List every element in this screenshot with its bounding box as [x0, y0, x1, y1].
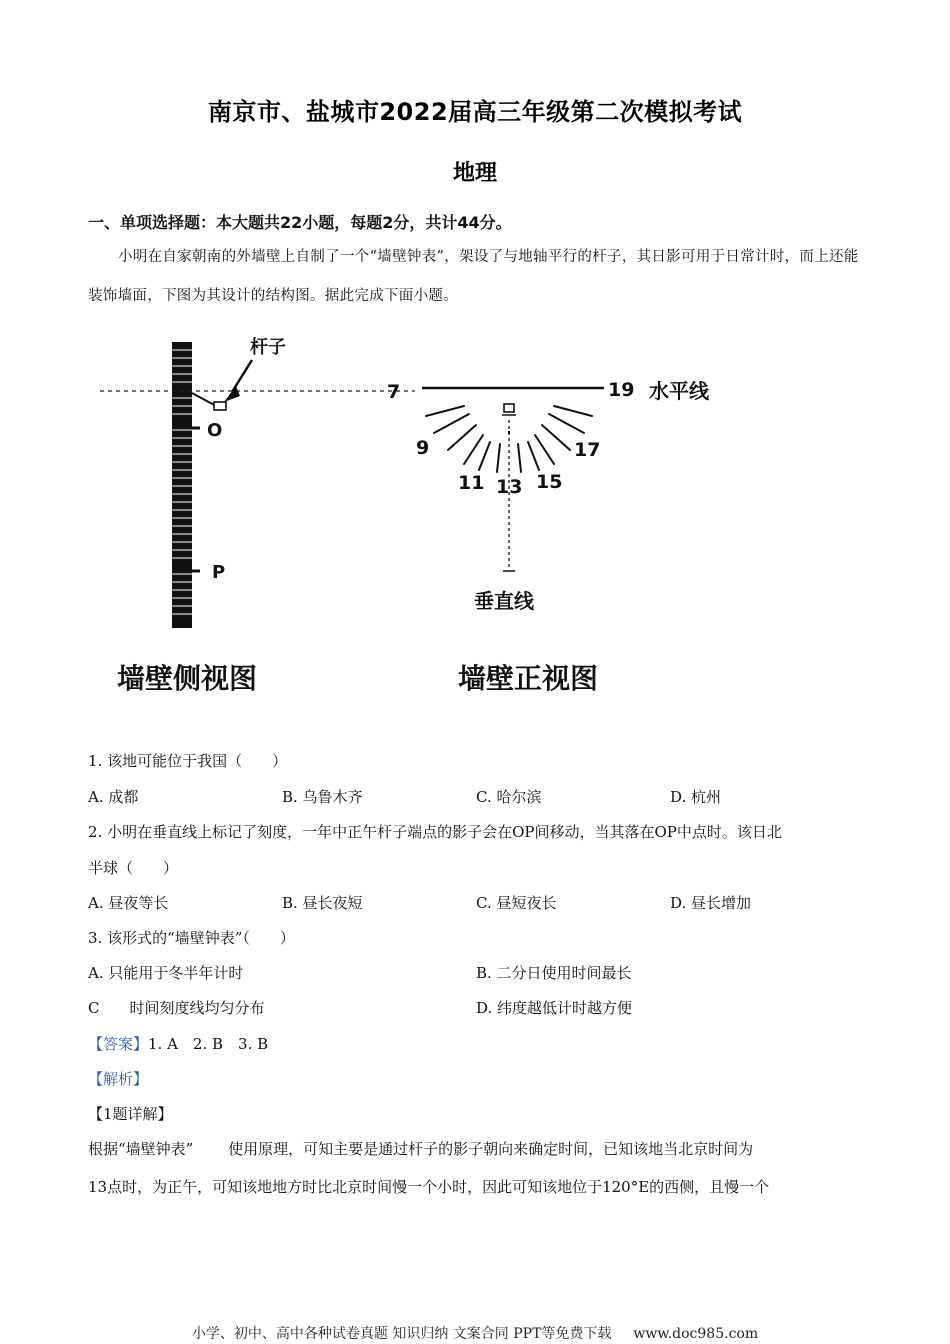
page-footer [0, 1323, 950, 1343]
horizontal-line-label: 水平线 [649, 379, 709, 403]
q1-option-a: A. 成都 [88, 788, 139, 806]
rod-arrow [224, 360, 252, 402]
q2-option-a: A. 昼夜等长 [88, 894, 169, 912]
q2-option-c: C. 昼短夜长 [476, 894, 557, 912]
rod [192, 393, 226, 410]
q3-option-b: B. 二分日使用时间最长 [476, 964, 632, 982]
wall-side-view [172, 342, 192, 628]
subject-title: 地理 [452, 161, 497, 186]
q3-option-d: D. 纬度越低计时越方便 [476, 999, 633, 1017]
rod-label: 杆子 [250, 337, 286, 358]
analysis-line-1: 根据“墙壁钟表” 使用原理，可知主要是通过杆子的影子朝向来确定时间，已知该地当北京时间为 [88, 1140, 754, 1158]
q2-option-d: D. 昼长增加 [670, 894, 752, 912]
footer-text: 小学、初中、高中各种试卷真题 知识归纳 文案合同 PPT等免费下载 [191, 1326, 612, 1342]
question-1-stem: 1. 该地可能位于我国（ ） [88, 752, 288, 770]
vertical-line-label: 垂直线 [474, 589, 534, 613]
side-view-title: 墙壁侧视图 [117, 662, 258, 695]
q1-option-d: D. 杭州 [670, 788, 722, 806]
q1-option-c: C. 哈尔滨 [476, 788, 542, 806]
exam-title: 南京市、盐城市2022届高三年级第二次模拟考试 [207, 98, 743, 126]
q3-option-c: C 时间刻度线均匀分布 [88, 999, 265, 1017]
q1-option-b: B. 乌鲁木齐 [282, 788, 363, 806]
analysis-line-2: 13点时，为正午，可知该地地方时比北京时间慢一个小时，因此可知该地位于120°E的西侧，且慢一个 [88, 1178, 770, 1196]
answer-tag: 【答案】 [88, 1035, 149, 1053]
hour-label-19: 19 [608, 379, 635, 401]
wall-front-view [422, 388, 604, 571]
question-3-stem: 3. 该形式的“墙壁钟表”（ ） [88, 929, 295, 947]
intro-paragraph: 小明在自家朝南的外墙壁上自制了一个“墙壁钟表”，架设了与地轴平行的杆子，其日影可用于日常计时，而上还能装饰墙面，下图为其设计的结构图。据此完成下面小题。 [88, 249, 859, 304]
answer-text: 1. A 2. B 3. B [148, 1035, 269, 1053]
hour-label-9: 9 [416, 437, 430, 459]
hour-label-15: 15 [536, 471, 563, 493]
hour-label-11: 11 [458, 472, 485, 494]
detail-tag: 【1题详解】 [88, 1105, 173, 1123]
question-2-stem: 2. 小明在垂直线上标记了刻度，一年中正午杆子端点的影子会在OP间移动，当其落在OP中点时。该日北 [88, 823, 782, 841]
front-view-title: 墙壁正视图 [458, 662, 599, 695]
hour-label-7: 7 [387, 381, 401, 403]
question-2-stem-cont: 半球（ ） [88, 859, 179, 877]
analysis-tag: 【解析】 [88, 1070, 149, 1088]
q3-option-a: A. 只能用于冬半年计时 [88, 964, 244, 982]
hour-label-13: 13 [496, 476, 523, 498]
q2-option-b: B. 昼长夜短 [282, 894, 363, 912]
section-heading: 一、单项选择题：本大题共22小题，每题2分，共计44分。 [88, 213, 512, 232]
answer-line [88, 1033, 268, 1054]
point-o-label: O [207, 420, 223, 441]
point-p-label: P [212, 562, 226, 583]
footer-url[interactable]: www.doc985.com [633, 1326, 759, 1342]
hour-label-17: 17 [574, 439, 601, 461]
